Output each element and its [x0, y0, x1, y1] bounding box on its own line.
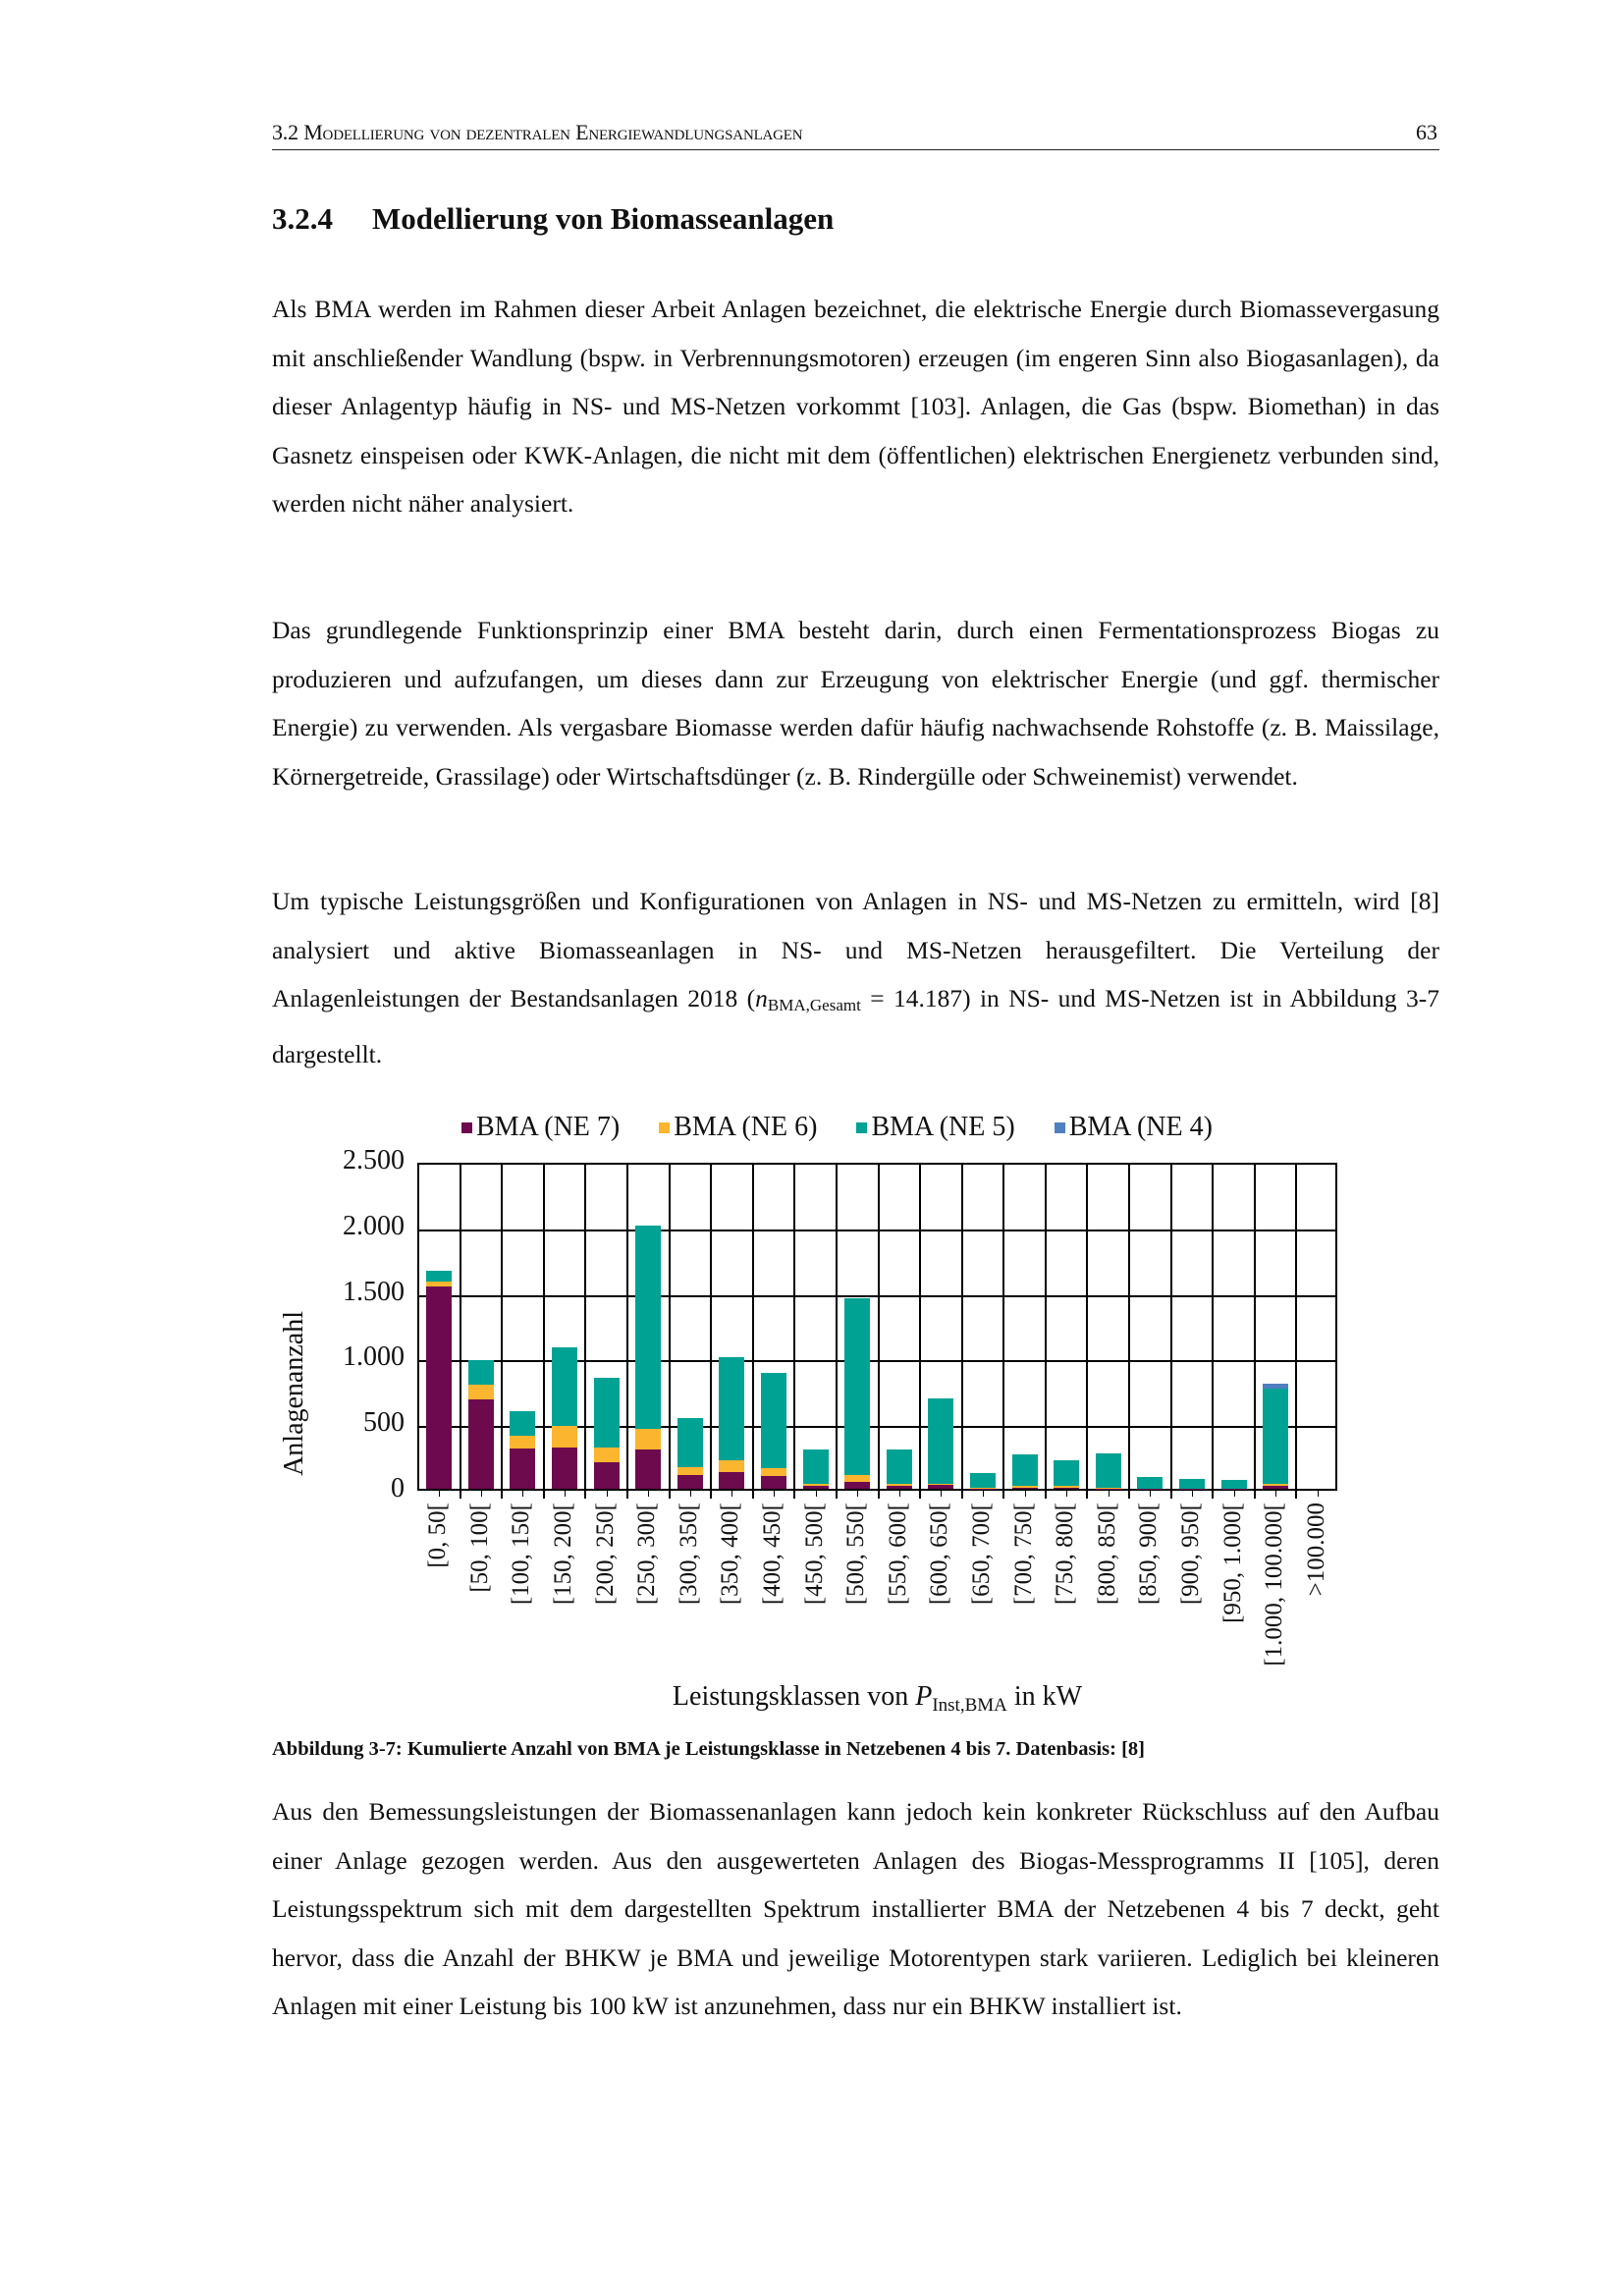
gridline	[543, 1165, 545, 1499]
axis-tick	[816, 1491, 817, 1497]
bar-segment	[426, 1271, 452, 1282]
bar-segment	[1012, 1454, 1038, 1486]
bar-stack	[719, 1357, 744, 1489]
variable-n: n	[755, 984, 768, 1012]
bar-segment	[594, 1448, 620, 1461]
running-header	[272, 116, 1439, 150]
bar-segment	[510, 1436, 535, 1449]
bar-segment	[552, 1426, 577, 1448]
gridline	[961, 1165, 963, 1499]
bar-segment	[1096, 1453, 1121, 1488]
legend-label: BMA (NE 6)	[674, 1112, 818, 1142]
legend-label: BMA (NE 5)	[871, 1112, 1015, 1142]
bar-segment	[761, 1468, 786, 1477]
bar-stack	[677, 1418, 703, 1489]
y-tick-label: 2.000	[343, 1210, 405, 1241]
gridline	[1254, 1165, 1256, 1499]
bar-segment	[761, 1476, 786, 1489]
bar-stack	[1179, 1479, 1205, 1489]
gridline	[1170, 1165, 1172, 1499]
bar-segment	[1137, 1477, 1163, 1489]
legend-swatch-icon	[856, 1122, 867, 1133]
bar-segment	[1054, 1488, 1079, 1489]
bar-segment	[803, 1449, 829, 1484]
chart-legend	[461, 1110, 1213, 1145]
bar-segment	[677, 1418, 703, 1468]
gridline	[1212, 1165, 1214, 1499]
bar-stack	[635, 1226, 661, 1490]
gridline	[1045, 1165, 1047, 1499]
x-tick-label: [600, 650[	[926, 1503, 953, 1606]
y-axis-title: Anlagenanzahl	[279, 1311, 309, 1476]
y-tick-label: 1.500	[343, 1276, 405, 1307]
legend-item	[856, 1110, 1014, 1145]
x-title-suffix: in kW	[1006, 1681, 1083, 1712]
axis-tick	[1275, 1491, 1276, 1497]
axis-tick	[731, 1491, 732, 1497]
gridline	[1295, 1165, 1297, 1499]
x-tick-label: [350, 400[	[717, 1503, 744, 1606]
x-tick-label: [1.000, 100.000[	[1261, 1503, 1288, 1667]
bar-segment	[677, 1475, 703, 1489]
bar-segment	[635, 1226, 661, 1430]
bar-segment	[719, 1460, 744, 1472]
axis-tick	[607, 1491, 608, 1497]
plot-area	[417, 1163, 1337, 1491]
bar-segment	[887, 1449, 912, 1485]
axis-tick	[1234, 1491, 1235, 1497]
axis-tick	[774, 1491, 775, 1497]
bar-segment	[468, 1360, 494, 1385]
bar-stack	[761, 1373, 786, 1489]
x-tick-label: [850, 900[	[1135, 1503, 1163, 1606]
x-tick-label: [900, 950[	[1176, 1503, 1204, 1606]
legend-label: BMA (NE 4)	[1068, 1112, 1213, 1142]
bar-segment	[594, 1378, 620, 1448]
x-tick-label: >100.000	[1302, 1503, 1329, 1597]
bar-segment	[1263, 1486, 1288, 1489]
x-tick-label: [500, 550[	[842, 1503, 870, 1606]
gridline	[501, 1165, 503, 1499]
bar-segment	[970, 1473, 996, 1488]
gridline	[669, 1165, 671, 1499]
gridline	[1128, 1165, 1130, 1499]
gridline	[919, 1165, 921, 1499]
legend-item	[1055, 1110, 1213, 1145]
bar-stack	[426, 1271, 452, 1489]
y-tick-label: 500	[363, 1407, 405, 1439]
gridline	[584, 1165, 586, 1499]
y-tick-label: 0	[391, 1473, 405, 1503]
section-heading	[272, 201, 834, 237]
gridline	[878, 1165, 880, 1499]
bar-stack	[1054, 1460, 1079, 1489]
section-number: 3.2.4	[272, 201, 333, 236]
paragraph-1: Als BMA werden im Rahmen dieser Arbeit Anlagen bezeichnet, die elektrische Energie durch Biomassevergasung mit anschließender Wandlung (bspw. in Verbrennungsmotoren) erzeugen (im engeren Sinn also Biogasanlagen), da dieser Anlagentyp häufig in NS- und MS-Netzen vorkommt [103]. Anlagen, die Gas (bspw. Biomethan) in das Gasnetz einspeisen oder KWK-Anlagen, die nicht mit dem (öffentlichen) elektrischen Energienetz verbunden sind, werden nicht näher analysiert.	[272, 295, 1439, 518]
bar-segment	[928, 1398, 953, 1484]
x-tick-label: [50, 100[	[465, 1503, 493, 1593]
x-tick-label: [550, 600[	[884, 1503, 911, 1606]
x-tick-label: [800, 850[	[1093, 1503, 1120, 1606]
x-tick-label: [650, 700[	[967, 1503, 995, 1606]
bar-segment	[635, 1449, 661, 1489]
x-title-prefix: Leistungsklassen von	[672, 1681, 916, 1712]
bar-stack	[1263, 1384, 1288, 1489]
bar-segment	[510, 1449, 535, 1489]
axis-tick	[648, 1491, 649, 1497]
bar-stack	[1221, 1480, 1247, 1489]
stacked-bar-chart	[275, 1100, 1375, 1728]
axis-tick	[1150, 1491, 1151, 1497]
gridline	[752, 1165, 754, 1499]
bar-stack	[844, 1298, 870, 1489]
legend-label: BMA (NE 7)	[476, 1112, 621, 1142]
bar-segment	[1012, 1488, 1038, 1489]
bar-stack	[1096, 1453, 1121, 1489]
gridline	[793, 1165, 795, 1499]
axis-tick	[565, 1491, 566, 1497]
x-tick-label: [700, 750[	[1009, 1503, 1037, 1606]
x-tick-label: [0, 50[	[424, 1503, 452, 1568]
bar-stack	[552, 1347, 577, 1489]
bar-segment	[844, 1482, 870, 1489]
bar-segment	[468, 1399, 494, 1489]
bar-stack	[970, 1473, 996, 1489]
axis-tick	[983, 1491, 984, 1497]
axis-tick	[899, 1491, 900, 1497]
bar-stack	[887, 1449, 912, 1489]
axis-tick	[690, 1491, 691, 1497]
axis-tick	[1025, 1491, 1026, 1497]
legend-swatch-icon	[1055, 1122, 1065, 1133]
axis-tick	[522, 1491, 523, 1497]
y-tick-label: 1.000	[343, 1341, 405, 1373]
y-tick-label: 2.500	[343, 1145, 405, 1175]
gridline	[1086, 1165, 1088, 1499]
axis-tick	[1192, 1491, 1193, 1497]
x-tick-label: [750, 800[	[1052, 1503, 1079, 1606]
running-title: 3.2 Modellierung von dezentralen Energiewandlungsanlagen	[272, 120, 803, 144]
bar-segment	[928, 1485, 953, 1489]
bar-segment	[635, 1429, 661, 1449]
x-tick-label: [300, 350[	[675, 1503, 702, 1606]
legend-item	[659, 1110, 817, 1145]
variable-subscript: BMA,Gesamt	[767, 996, 861, 1014]
axis-tick	[1066, 1491, 1067, 1497]
gridline	[626, 1165, 628, 1499]
bar-segment	[552, 1347, 577, 1426]
bar-segment	[1179, 1479, 1205, 1488]
gridline	[1002, 1165, 1004, 1499]
x-axis-title	[417, 1681, 1337, 1717]
x-tick-label: [250, 300[	[633, 1503, 661, 1606]
legend-swatch-icon	[461, 1122, 472, 1133]
bar-segment	[887, 1486, 912, 1489]
gridline	[836, 1165, 838, 1499]
bar-segment	[803, 1486, 829, 1489]
bar-stack	[1012, 1454, 1038, 1489]
x-tick-label: [400, 450[	[759, 1503, 786, 1606]
x-title-var: P	[915, 1681, 933, 1712]
bar-segment	[719, 1472, 744, 1489]
bar-stack	[803, 1449, 829, 1489]
bar-stack	[468, 1360, 494, 1489]
x-tick-label: [450, 500[	[800, 1503, 828, 1606]
paragraph-3	[272, 877, 1439, 1078]
bar-segment	[594, 1462, 620, 1489]
bar-stack	[510, 1411, 535, 1489]
paragraph-2: Das grundlegende Funktionsprinzip einer BMA besteht darin, durch einen Fermentationsprozess Biogas zu produzieren und aufzufangen, um dieses dann zur Erzeugung von elektrischer Energie (und ggf. thermischer Energie) zu verwenden. Als vergasbare Biomasse werden dafür häufig nachwachsende Rohstoffe (z. B. Maissilage, Körnergetreide, Grassilage) oder Wirtschaftsdünger (z. B. Rindergülle oder Schweinemist) verwendet.	[272, 616, 1439, 791]
axis-tick	[1318, 1491, 1319, 1497]
section-title: Modellierung von Biomasseanlagen	[372, 201, 835, 236]
gridline	[460, 1165, 461, 1499]
bar-segment	[552, 1448, 577, 1489]
bar-segment	[468, 1385, 494, 1399]
page-number: 63	[1416, 120, 1437, 144]
x-tick-label: [950, 1.000[	[1218, 1503, 1246, 1623]
bar-segment	[1263, 1389, 1288, 1484]
x-title-subscript: Inst,BMA	[932, 1695, 1007, 1716]
axis-tick	[439, 1491, 440, 1497]
x-tick-label: [150, 200[	[550, 1503, 577, 1606]
bar-stack	[594, 1378, 620, 1489]
bar-segment	[719, 1357, 744, 1460]
legend-swatch-icon	[659, 1122, 670, 1133]
bar-stack	[1137, 1477, 1163, 1489]
paragraph-3-text-a: Um typische Leistungsgrößen und Konfigurationen von Anlagen in NS- und MS-Netzen zu ermitteln, wird [8] analysiert und aktive Biomasseanlagen in NS- und MS-Netzen herausgefiltert. Die Verteilung der Anlagenleistungen der Bestandsanlagen 2018 (	[272, 887, 1439, 1012]
bar-segment	[510, 1411, 535, 1436]
paragraph-3-text-b: = 14.187) in NS- und MS-Netzen ist in Abbildung 3-7 dargestellt.	[272, 984, 1439, 1068]
legend-item	[461, 1110, 620, 1145]
bar-segment	[761, 1373, 786, 1467]
bar-segment	[677, 1467, 703, 1474]
bar-segment	[426, 1286, 452, 1489]
axis-tick	[1109, 1491, 1110, 1497]
axis-tick	[941, 1491, 942, 1497]
bar-segment	[844, 1298, 870, 1476]
gridline	[710, 1165, 712, 1499]
axis-tick	[481, 1491, 482, 1497]
bar-segment	[1221, 1480, 1247, 1488]
bar-stack	[928, 1398, 953, 1489]
figure-caption: Abbildung 3-7: Kumulierte Anzahl von BMA je Leistungsklasse in Netzebenen 4 bis 7. Datenbasis: [8]	[272, 1738, 1145, 1760]
x-tick-label: [200, 250[	[591, 1503, 619, 1606]
paragraph-4: Aus den Bemessungsleistungen der Biomassenanlagen kann jedoch kein konkreter Rückschluss auf den Aufbau einer Anlage gezogen werden. Aus den ausgewerteten Anlagen des Biogas-Messprogramms II [105], deren Leistungsspektrum sich mit dem dargestellten Spektrum installierter BMA der Netzebenen 4 bis 7 deckt, geht hervor, dass die Anzahl der BHKW je BMA und jeweilige Motorentypen stark variieren. Lediglich bei kleineren Anlagen mit einer Leistung bis 100 kW ist anzunehmen, dass nur ein BHKW installiert ist.	[272, 1797, 1439, 2020]
axis-tick	[857, 1491, 858, 1497]
x-tick-label: [100, 150[	[508, 1503, 535, 1606]
bar-segment	[1054, 1460, 1079, 1485]
